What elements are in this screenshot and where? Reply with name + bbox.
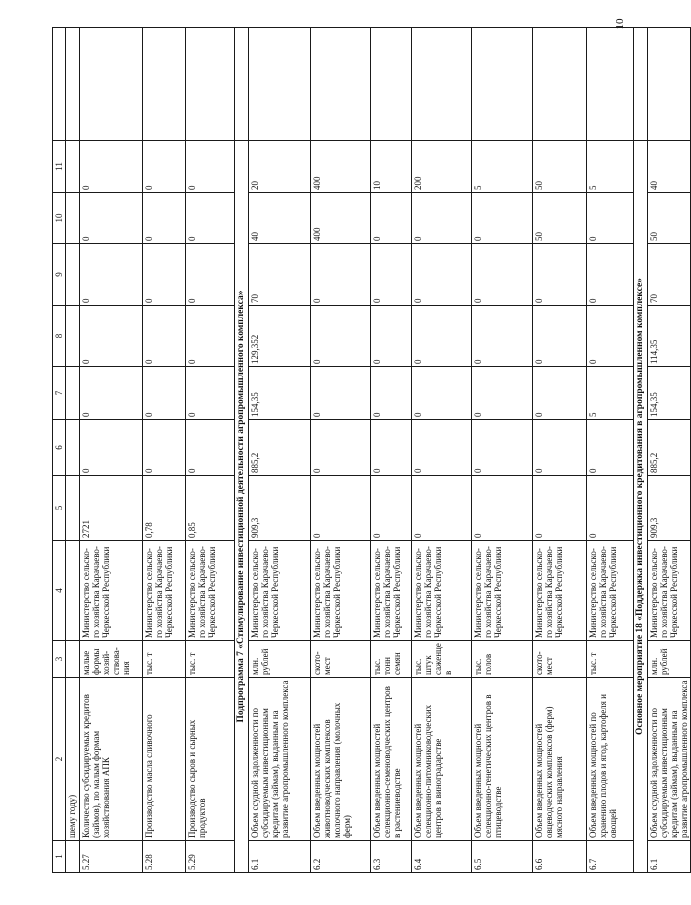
value-col7: 0	[143, 367, 186, 420]
executor: Министерство сельско-го хозяйства Карачаево-Черкесской Республики	[587, 541, 634, 641]
indicator-name: Объем ссудной задолженности по субсидируемым инвестиционным кредитам (займам), выданным на развитие агропромышленного комплекса	[648, 678, 691, 841]
value-col5: 0	[587, 476, 634, 541]
table-row	[143, 28, 186, 873]
empty-cell	[235, 28, 249, 141]
row-number: 5.28	[143, 841, 186, 873]
value-col7: 0	[533, 367, 587, 420]
empty-cell	[249, 28, 311, 141]
executor: Министерство сельско-го хозяйства Карачаево-Черкесской Республики	[311, 541, 371, 641]
value-col9: 0	[143, 244, 186, 306]
value-col11: 10	[371, 141, 412, 193]
unit: млн. рублей	[249, 641, 311, 678]
section-row	[634, 28, 648, 873]
header-cell: 11	[53, 141, 66, 193]
indicator-name: Объем введенных мощностей овцеводческих комплексов (ферм) мясного направления	[533, 678, 587, 841]
empty-cell	[143, 28, 186, 141]
row-number: 6.4	[412, 841, 472, 873]
value-col6: 0	[412, 420, 472, 476]
value-col8: 0	[143, 306, 186, 367]
value-col8: 0	[80, 306, 143, 367]
value-col6: 885,2	[648, 420, 691, 476]
row-number: 5.29	[186, 841, 235, 873]
empty-cell	[66, 306, 80, 367]
value-col11: 0	[80, 141, 143, 193]
value-col8: 0	[186, 306, 235, 367]
value-col10: 0	[412, 193, 472, 244]
table-row	[80, 28, 143, 873]
value-col11: 0	[143, 141, 186, 193]
value-col7: 0	[472, 367, 533, 420]
table-row	[186, 28, 235, 873]
unit: тыс. голов	[472, 641, 533, 678]
table-row	[371, 28, 412, 873]
header-cell: 10	[53, 193, 66, 244]
indicator-name: Производство масла сливочного	[143, 678, 186, 841]
value-col5: 0	[371, 476, 412, 541]
header-cell: 6	[53, 420, 66, 476]
unit: тыс. т	[186, 641, 235, 678]
row-number: 6.7	[587, 841, 634, 873]
header-cell: 3	[53, 641, 66, 678]
empty-cell	[472, 28, 533, 141]
executor: Министерство сельско-го хозяйства Карачаево-Черкесской Республики	[186, 541, 235, 641]
header-cell: 4	[53, 541, 66, 641]
indicator-name: Объем введенных мощностей селекционно-генетических центров в птицеводстве	[472, 678, 533, 841]
value-col7: 5	[587, 367, 634, 420]
value-col8: 0	[587, 306, 634, 367]
executor: Министерство сельско-го хозяйства Карачаево-Черкесской Республики	[371, 541, 412, 641]
empty-cell	[186, 28, 235, 141]
header-cell: 1	[53, 841, 66, 873]
table-row	[249, 28, 311, 873]
row-number: 6.1	[249, 841, 311, 873]
value-col10: 0	[186, 193, 235, 244]
indicator-name: Объем введенных мощностей селекционно-питомниководческих центров в виноградарстве	[412, 678, 472, 841]
unit: млн. рублей	[648, 641, 691, 678]
value-col5: 2721	[80, 476, 143, 541]
indicator-name: Количество субсидируемых кредитов (займов), по малым формам хозяйствования АПК	[80, 678, 143, 841]
value-col9: 70	[648, 244, 691, 306]
value-col5: 0	[311, 476, 371, 541]
value-col5: 0,85	[186, 476, 235, 541]
empty-cell	[648, 28, 691, 141]
executor: Министерство сельско-го хозяйства Карачаево-Черкесской Республики	[533, 541, 587, 641]
value-col9: 0	[472, 244, 533, 306]
empty-cell	[66, 28, 80, 141]
value-col7: 154,35	[648, 367, 691, 420]
empty-cell	[371, 28, 412, 141]
value-col10: 0	[80, 193, 143, 244]
value-col9: 0	[412, 244, 472, 306]
row-number: 6.3	[371, 841, 412, 873]
header-cell: 7	[53, 367, 66, 420]
value-col10: 50	[648, 193, 691, 244]
value-col9: 0	[186, 244, 235, 306]
value-col7: 0	[412, 367, 472, 420]
value-col9: 0	[80, 244, 143, 306]
value-col8: 114,35	[648, 306, 691, 367]
value-col11: 40	[648, 141, 691, 193]
value-col6: 885,2	[249, 420, 311, 476]
executor: Министерство сельско-го хозяйства Карачаево-Черкесской Республики	[80, 541, 143, 641]
empty-cell	[66, 420, 80, 476]
header-cell: 8	[53, 306, 66, 367]
value-col10: 0	[371, 193, 412, 244]
header-cell: 2	[53, 678, 66, 841]
value-col8: 0	[472, 306, 533, 367]
empty-cell	[66, 641, 80, 678]
value-col11: 400	[311, 141, 371, 193]
value-col6: 0	[311, 420, 371, 476]
value-col6: 0	[587, 420, 634, 476]
table-row	[533, 28, 587, 873]
unit: ското-мест	[311, 641, 371, 678]
value-col6: 0	[186, 420, 235, 476]
measure-title: Основное мероприятие 18 «Поддержка инвестиционного кредитования в агропромышленном комплексе»	[634, 141, 648, 873]
empty-cell	[53, 28, 66, 141]
indicator-name: Объем введенных мощностей животноводческих комплексов молочного направления (молочных ферм)	[311, 678, 371, 841]
row-number: 6.6	[533, 841, 587, 873]
executor: Министерство сельско-го хозяйства Карачаево-Черкесской Республики	[249, 541, 311, 641]
unit: тыс. тонн семян	[371, 641, 412, 678]
value-col10: 40	[249, 193, 311, 244]
value-col8: 0	[371, 306, 412, 367]
value-col8: 0	[533, 306, 587, 367]
executor: Министерство сельско-го хозяйства Карачаево-Черкесской Республики	[472, 541, 533, 641]
empty-cell	[412, 28, 472, 141]
empty-cell	[66, 541, 80, 641]
value-col9: 0	[587, 244, 634, 306]
empty-cell	[634, 28, 648, 141]
value-col7: 154,35	[249, 367, 311, 420]
value-col7: 0	[311, 367, 371, 420]
value-col6: 0	[80, 420, 143, 476]
table-row	[648, 28, 691, 873]
continuation-text: шему году)	[66, 678, 80, 841]
value-col8: 0	[311, 306, 371, 367]
continuation-row	[66, 28, 80, 873]
executor: Министерство сельско-го хозяйства Карачаево-Черкесской Республики	[143, 541, 186, 641]
executor: Министерство сельско-го хозяйства Карачаево-Черкесской Республики	[412, 541, 472, 641]
empty-cell	[311, 28, 371, 141]
unit: тыс. штук саженцев	[412, 641, 472, 678]
indicator-name: Объем введенных мощностей селекционно-семеноводческих центров в растениеводстве	[371, 678, 412, 841]
value-col10: 400	[311, 193, 371, 244]
value-col8: 0	[412, 306, 472, 367]
value-col7: 0	[80, 367, 143, 420]
value-col10: 0	[587, 193, 634, 244]
rotated-table-page	[52, 28, 689, 873]
empty-cell	[66, 244, 80, 306]
value-col5: 0	[472, 476, 533, 541]
value-col11: 20	[249, 141, 311, 193]
row-number: 6.5	[472, 841, 533, 873]
value-col9: 0	[311, 244, 371, 306]
value-col9: 0	[533, 244, 587, 306]
value-col6: 0	[533, 420, 587, 476]
table-row	[311, 28, 371, 873]
table-row	[472, 28, 533, 873]
value-col11: 50	[533, 141, 587, 193]
value-col5: 909,3	[249, 476, 311, 541]
unit: ското-мест	[533, 641, 587, 678]
value-col9: 0	[371, 244, 412, 306]
page-number: 10	[614, 18, 626, 30]
value-col10: 0	[143, 193, 186, 244]
value-col7: 0	[371, 367, 412, 420]
row-number: 6.2	[311, 841, 371, 873]
empty-cell	[66, 141, 80, 193]
value-col6: 0	[371, 420, 412, 476]
empty-cell	[66, 841, 80, 873]
empty-cell	[66, 193, 80, 244]
unit: малые формы хозяй-ствова-ния	[80, 641, 143, 678]
empty-cell	[587, 28, 634, 141]
value-col7: 0	[186, 367, 235, 420]
unit: тыс. т	[587, 641, 634, 678]
header-cell: 9	[53, 244, 66, 306]
value-col5: 909,3	[648, 476, 691, 541]
value-col6: 0	[472, 420, 533, 476]
value-col5: 0	[412, 476, 472, 541]
value-col11: 5	[587, 141, 634, 193]
row-number: 6.1	[648, 841, 691, 873]
empty-cell	[66, 476, 80, 541]
unit: тыс. т	[143, 641, 186, 678]
value-col8: 129,352	[249, 306, 311, 367]
section-row	[235, 28, 249, 873]
value-col10: 50	[533, 193, 587, 244]
subprogram-title: Подпрограмма 7 «Стимулирование инвестиционной деятельности агропромышленного комплекса»	[235, 141, 249, 873]
indicator-name: Производство сыров и сырных продуктов	[186, 678, 235, 841]
header-cell: 5	[53, 476, 66, 541]
empty-cell	[66, 367, 80, 420]
row-number: 5.27	[80, 841, 143, 873]
value-col5: 0	[533, 476, 587, 541]
executor: Министерство сельско-го хозяйства Карачаево-Черкесской Республики	[648, 541, 691, 641]
indicator-name: Объем ссудной задолженности по субсидируемым инвестиционным кредитам (займам), выданным на развитие агропромышленного комплекса	[249, 678, 311, 841]
value-col5: 0,78	[143, 476, 186, 541]
value-col10: 0	[472, 193, 533, 244]
value-col11: 5	[472, 141, 533, 193]
empty-cell	[533, 28, 587, 141]
table-row	[412, 28, 472, 873]
value-col9: 70	[249, 244, 311, 306]
header-row	[53, 28, 66, 873]
table-row	[587, 28, 634, 873]
indicator-name: Объем введенных мощностей по хранению плодов и ягод, картофеля и овощей	[587, 678, 634, 841]
empty-cell	[80, 28, 143, 141]
indicators-table	[52, 27, 691, 873]
value-col6: 0	[143, 420, 186, 476]
value-col11: 200	[412, 141, 472, 193]
value-col11: 0	[186, 141, 235, 193]
